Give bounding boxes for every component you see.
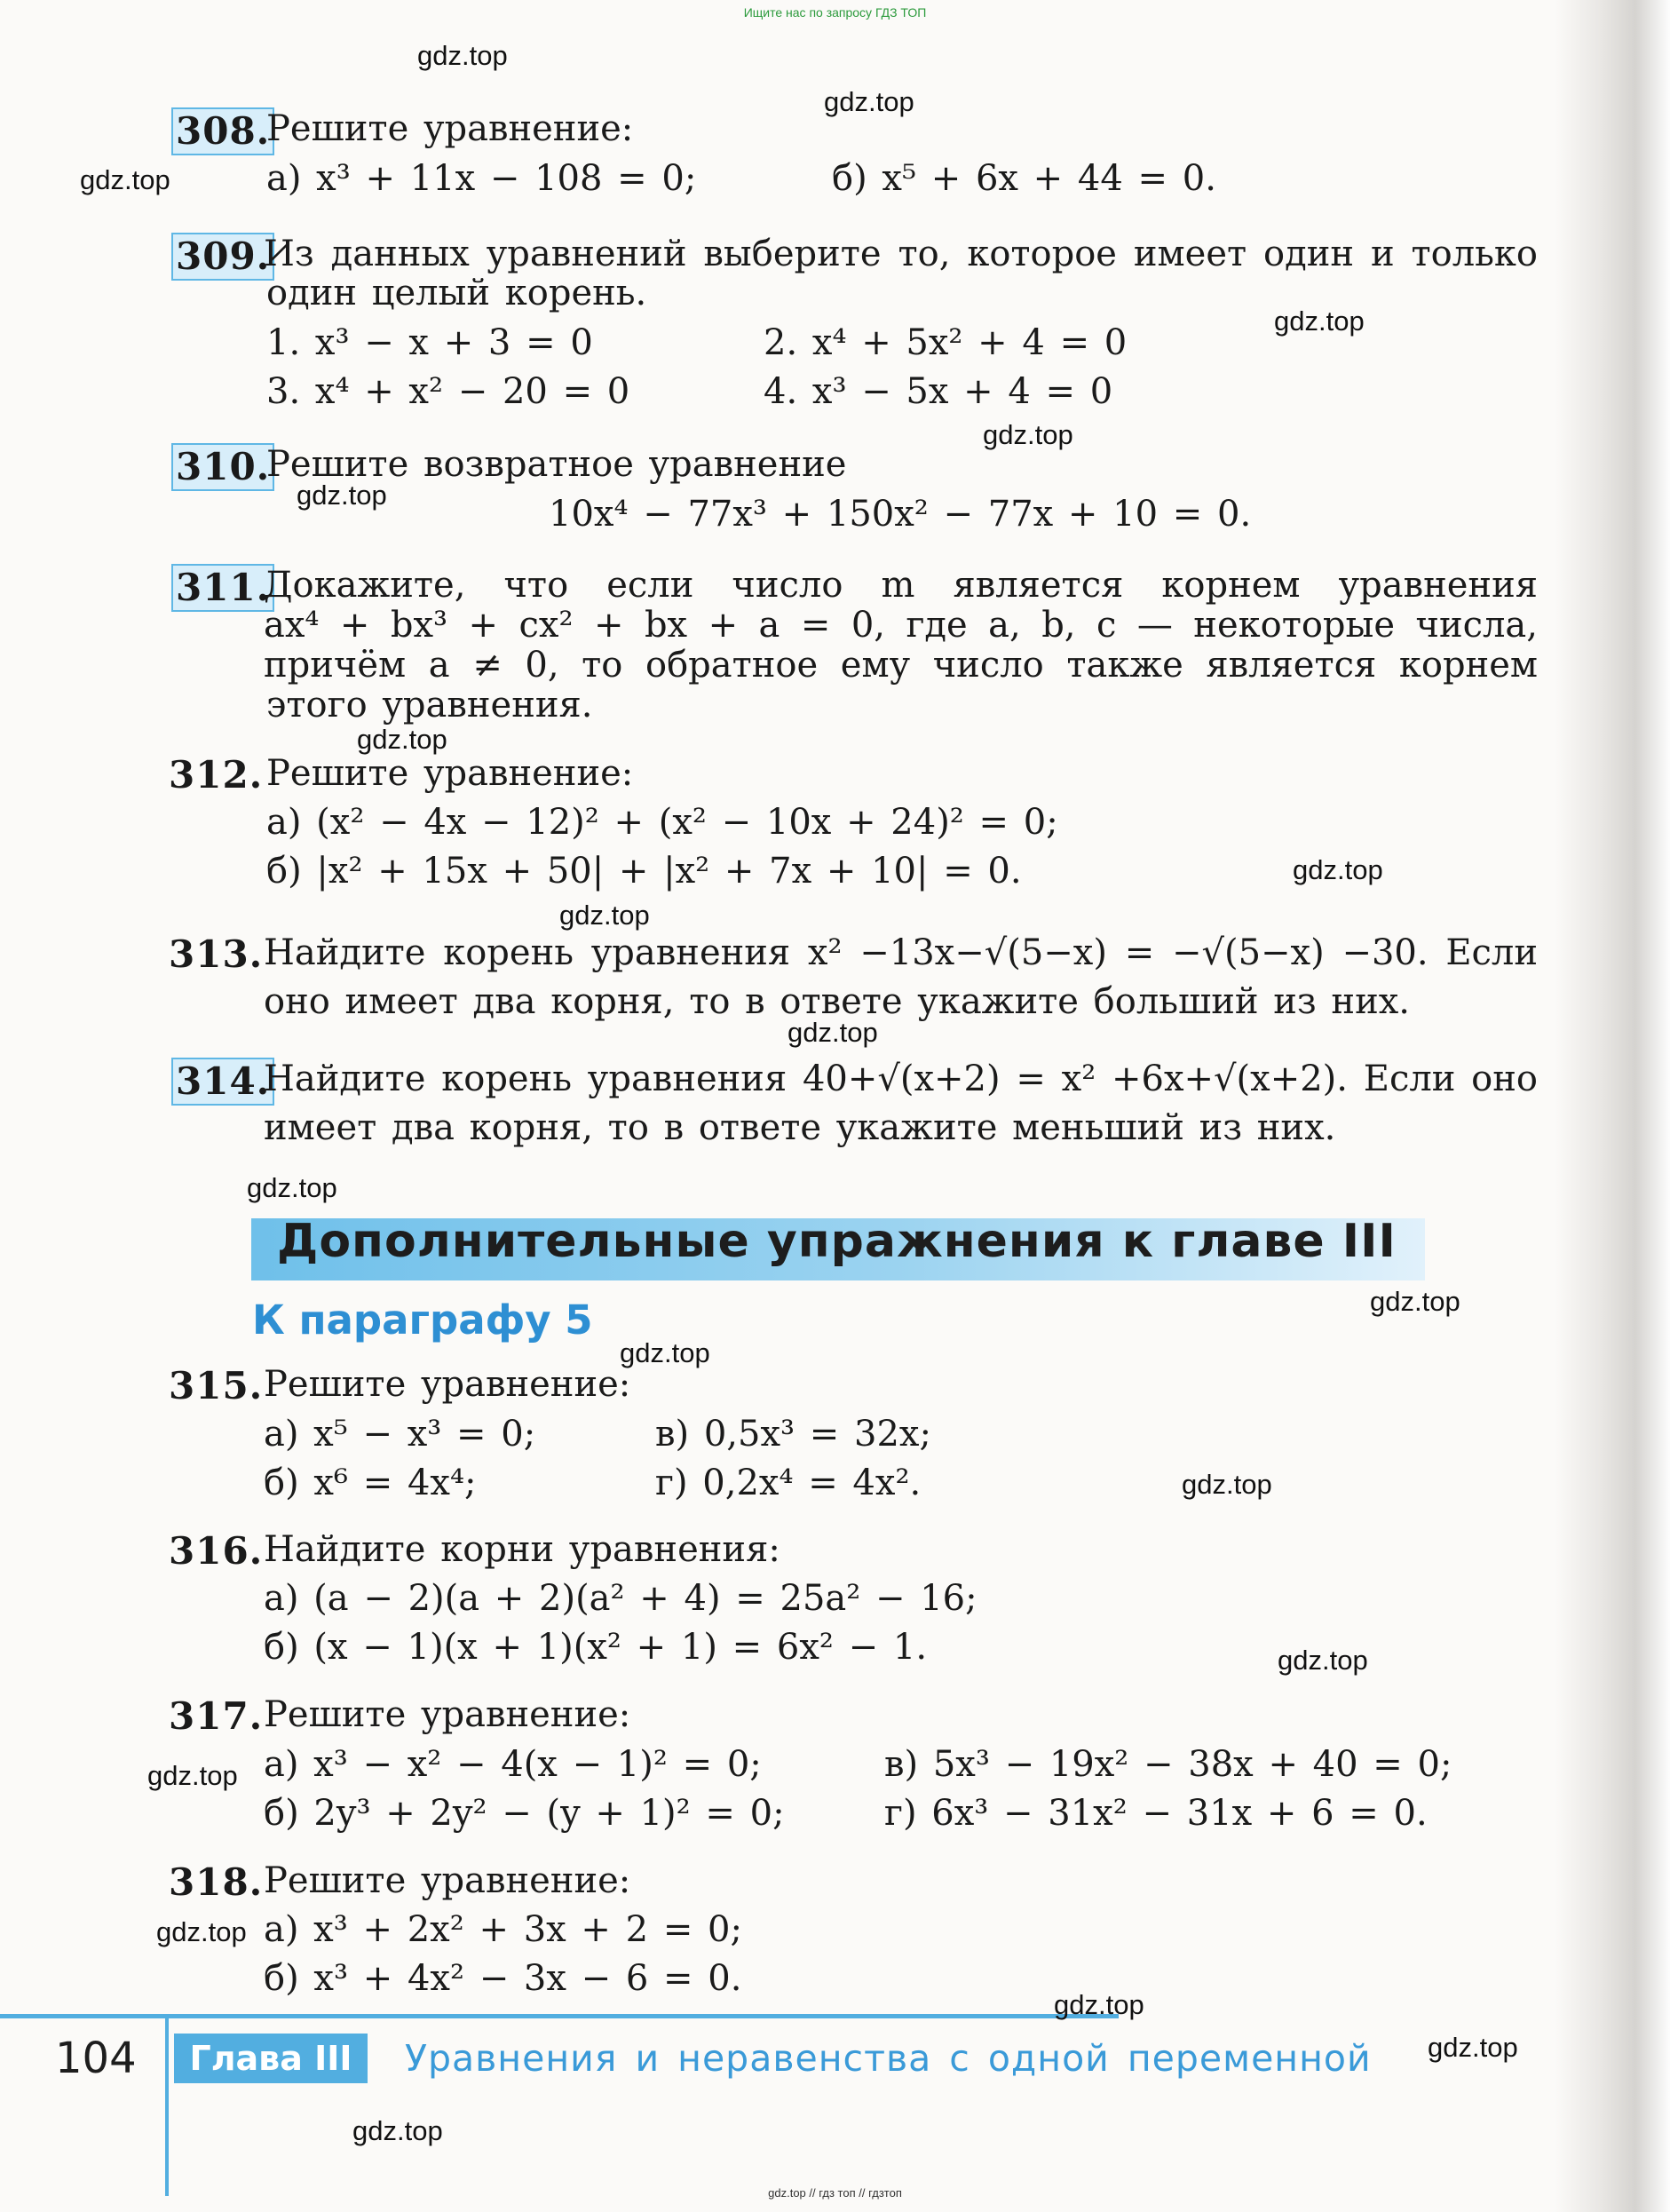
problem-313-text-1: Найдите корень уравнения x² −13x−√(5−x) = −√(5−x) −30. Если [264,932,1538,973]
problem-315-g: г) 0,2x⁴ = 4x². [655,1463,922,1503]
watermark: gdz.top [788,1017,878,1048]
problem-309-opt-2: 2. x⁴ + 5x² + 4 = 0 [764,322,1128,363]
problem-312-b: б) |x² + 15x + 50| + |x² + 7x + 10| = 0. [266,851,1022,892]
problem-317-v: в) 5x³ − 19x² − 38x + 40 = 0; [884,1744,1452,1785]
chapter-badge: Глава III [174,2034,368,2083]
watermark: gdz.top [559,900,650,931]
problem-314-number: 314. [171,1058,274,1106]
watermark: gdz.top [1274,305,1365,337]
bottom-note: gdz.top // гдз топ // гдзтоп [768,2186,902,2200]
problem-313-text-2: оно имеет два корня, то в ответе укажите больший из них. [264,981,1411,1022]
problem-315-text: Решите уравнение: [264,1364,631,1405]
problem-316-b: б) (x − 1)(x + 1)(x² + 1) = 6x² − 1. [264,1627,928,1668]
watermark: gdz.top [1370,1286,1460,1317]
problem-312-number: 312. [169,753,264,797]
problem-317-b: б) 2y³ + 2y² − (y + 1)² = 0; [264,1793,785,1834]
problem-309-text-2: один целый корень. [266,273,647,313]
paragraph-title: К параграфу 5 [252,1296,593,1344]
watermark: gdz.top [1278,1645,1368,1676]
problem-315-b: б) x⁶ = 4x⁴; [264,1463,477,1503]
watermark: gdz.top [80,164,170,195]
watermark: gdz.top [1293,854,1383,885]
problem-311-number: 311. [171,564,274,612]
problem-309-opt-4: 4. x³ − 5x + 4 = 0 [764,371,1113,412]
page-edge-shadow [1555,0,1670,2212]
section-title: Дополнительные упражнения к главе III [277,1215,1397,1268]
problem-309-text-1: Из данных уравнений выберите то, которое имеет один и только [264,234,1538,274]
problem-311-text-1: Докажите, что если число m является корнем уравнения [264,565,1538,606]
problem-316-a: а) (a − 2)(a + 2)(a² + 4) = 25a² − 16; [264,1578,977,1619]
problem-310-number: 310. [171,443,274,491]
problem-318-b: б) x³ + 4x² − 3x − 6 = 0. [264,1958,742,1999]
watermark: gdz.top [1182,1469,1272,1500]
problem-315-v: в) 0,5x³ = 32x; [655,1414,931,1455]
problem-315-number: 315. [169,1364,264,1407]
watermark: gdz.top [983,419,1073,450]
problem-317-text: Решите уравнение: [264,1694,631,1735]
watermark: gdz.top [1428,2032,1518,2063]
problem-314-text-1: Найдите корень уравнения 40+√(x+2) = x² +6x+√(x+2). Если оно [264,1058,1538,1099]
watermark: gdz.top [147,1760,238,1791]
chapter-title: Уравнения и неравенства с одной переменной [405,2037,1372,2080]
watermark: gdz.top [297,480,387,511]
problem-314-text-2: имеет два корня, то в ответе укажите меньший из них. [264,1107,1336,1148]
problem-315-a: а) x⁵ − x³ = 0; [264,1414,536,1455]
watermark: gdz.top [417,40,508,71]
problem-317-g: г) 6x³ − 31x² − 31x + 6 = 0. [884,1793,1428,1834]
page-number: 104 [55,2034,137,2083]
problem-310-equation: 10x⁴ − 77x³ + 150x² − 77x + 10 = 0. [549,494,1252,535]
problem-317-number: 317. [169,1694,264,1738]
problem-309-number: 309. [171,233,274,281]
problem-311-text-2: ax⁴ + bx³ + cx² + bx + a = 0, где a, b, c — некоторые числа, [264,605,1538,646]
watermark: gdz.top [357,724,447,755]
problem-313-number: 313. [169,932,264,976]
problem-316-text: Найдите корни уравнения: [264,1529,780,1570]
problem-308-b: б) x⁵ + 6x + 44 = 0. [832,158,1216,199]
problem-316-number: 316. [169,1529,264,1573]
problem-318-text: Решите уравнение: [264,1860,631,1901]
problem-318-number: 318. [169,1860,264,1904]
watermark: gdz.top [824,86,914,117]
problem-317-a: а) x³ − x² − 4(x − 1)² = 0; [264,1744,762,1785]
problem-308-number: 308. [171,107,274,155]
watermark: gdz.top [156,1916,247,1947]
watermark: gdz.top [620,1337,710,1368]
problem-310-text: Решите возвратное уравнение [266,444,847,485]
watermark: gdz.top [352,2115,443,2146]
problem-309-opt-3: 3. x⁴ + x² − 20 = 0 [266,371,630,412]
top-note: Ищите нас по запросу ГДЗ ТОП [743,5,927,20]
watermark: gdz.top [1054,1989,1144,2020]
problem-308-a: а) x³ + 11x − 108 = 0; [266,158,697,199]
problem-309-opt-1: 1. x³ − x + 3 = 0 [266,322,593,363]
footer-divider [165,2014,169,2196]
problem-312-a: а) (x² − 4x − 12)² + (x² − 10x + 24)² = 0; [266,802,1058,843]
problem-308-text: Решите уравнение: [266,108,634,149]
problem-318-a: а) x³ + 2x² + 3x + 2 = 0; [264,1909,742,1950]
watermark: gdz.top [247,1172,337,1203]
problem-311-text-4: этого уравнения. [266,685,593,725]
problem-311-text-3: причём a ≠ 0, то обратное ему число также является корнем [264,645,1538,686]
problem-312-text: Решите уравнение: [266,753,634,794]
